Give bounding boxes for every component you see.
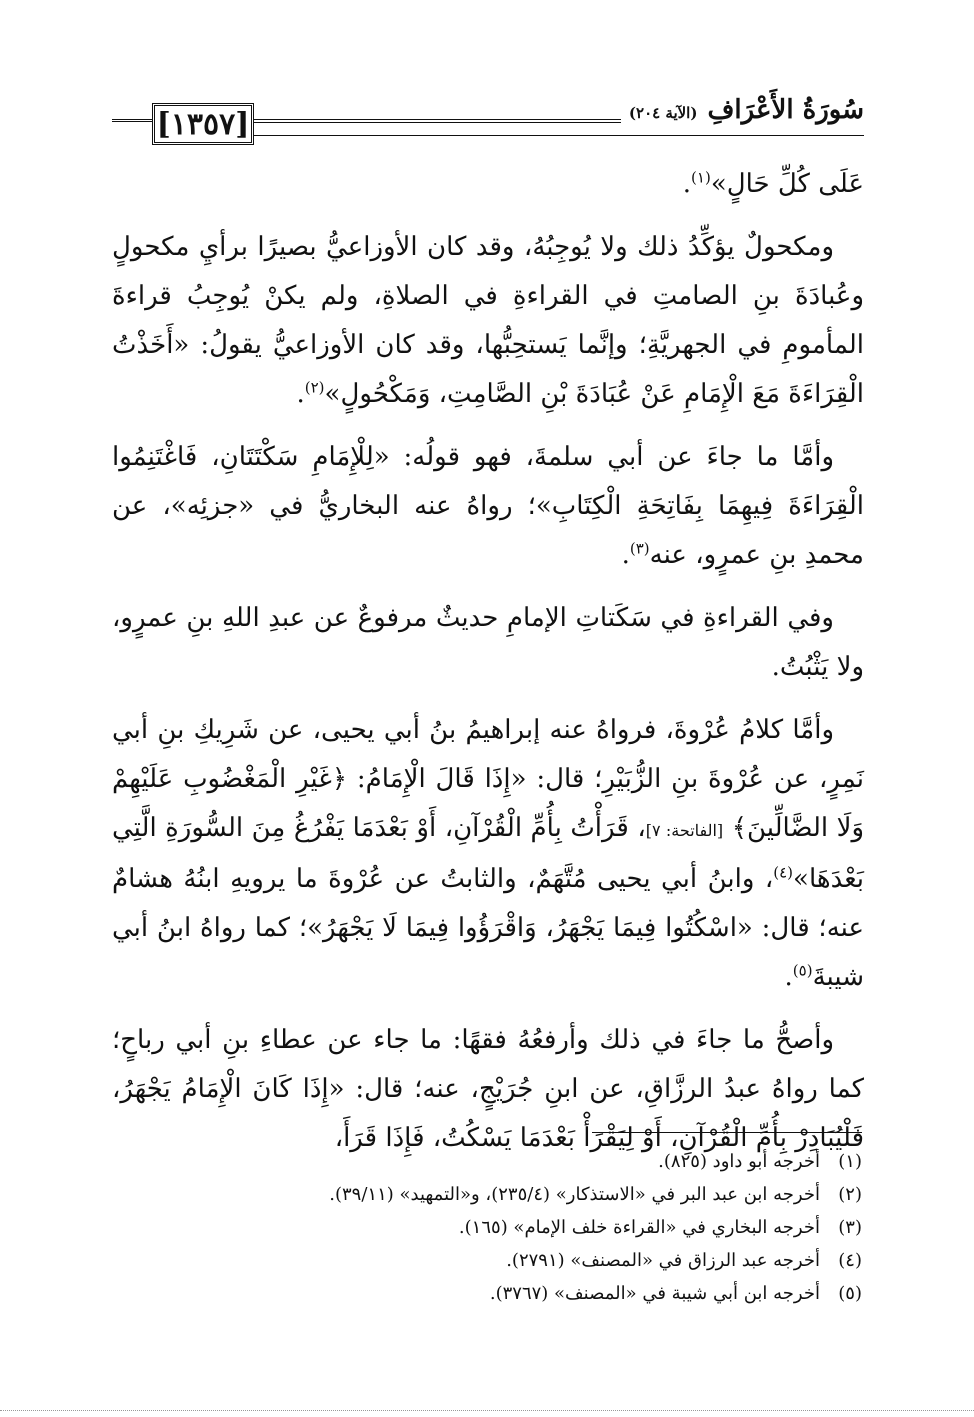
footnote-separator (592, 1132, 862, 1133)
paragraph-1: عَلَى كُلِّ حَالٍ»$^{(١)}$. (682, 168, 864, 199)
running-head (621, 95, 864, 125)
paragraph-4: وفي القراءةِ في سَكَتاتِ الإمامِ حديثٌ مرفوعٌ عن عبدِ اللهِ بنِ عمرٍو، ولا يَثْبُتُ. (112, 603, 864, 682)
header-rule-left (112, 119, 152, 122)
bottom-dotted-rule (0, 1410, 974, 1411)
ayah-reference: (الآية ٢٠٤) (628, 104, 698, 122)
header-rule-thin (248, 135, 864, 136)
paragraph-5: وأمَّا كلامُ عُرْوةَ، فرواهُ عنه إبراهيمُ بنُ أبي يحيى، عن شَرِيكِ بنِ أبي نَمِرٍ، عن عُرْوةَ بنِ الزُّبَيْرِ؛ قال: «إِذَا قَالَ الْإِمَامُ: ﴿غَيْرِ الْمَغْضُوبِ عَلَيْهِمْ وَلَا الضَّالِّينَ﴾ [الفاتحة: ٧]، قَرَأْتُ بِأُمِّ الْقُرْآنِ، أَوْ بَعْدَمَا يَفْرُغُ مِنَ السُّورَةِ الَّتِي بَعْدَهَا»$^{(٤)}$، وابنُ أبي يحيى مُتَّهَمٌ، والثابتُ عن عُرْوةَ ما يرويهِ ابنُهُ هشامٌ عنه؛ قال: «اسْكُتُوا فِيمَا يَجْهَرُ، وَاقْرَؤُوا فِيمَا لَا يَجْهَرُ»؛ كما رواهُ ابنُ أبي شيبةَ$^{(٥)}$. (112, 715, 865, 992)
footnote-ref-2: (٢) (304, 378, 325, 397)
paragraph-6: وأصحُّ ما جاءَ في ذلك وأرفعُهُ فقهًا: ما جاء عن عطاءِ بنِ أبي رباحٍ؛ كما رواهُ عبدُ الرزَّاقِ، عن ابنِ جُرَيْجٍ، عنه؛ قال: «إِذَا كَانَ الْإِمَامُ يَجْهَرُ، فَلْيُبَادِرْ بِأُمِّ الْقُرْآنِ، أَوْ لِيَقْرَأْ بَعْدَمَا يَسْكُتُ، فَإِذَا قَرَأَ، (112, 1025, 864, 1153)
footnote-item: (٥) أخرجه ابن أبي شيبة في «المصنف» (٣٧٦٧). (489, 1283, 862, 1304)
paragraph-3: وأمَّا ما جاءَ عن أبي سلمةَ، فهو قولُه: «لِلْإِمَامِ سَكْتَتَانِ، فَاغْتَنِمُوا الْقِرَاءَةَ فِيهِمَا بِفَاتِحَةِ الْكِتَابِ»؛ رواهُ عنه البخاريُّ في «جزئِه»، عن محمدِ بنِ عمرٍو، عنه$^{(٣)}$. (112, 442, 864, 570)
footnote-ref-5: (٥) (792, 961, 813, 980)
page-number: [١٣٥٧] (152, 103, 254, 145)
footnote-ref-3: (٣) (629, 539, 650, 558)
footnote-item: (٢) أخرجه ابن عبد البر في «الاستذكار» (٢٣٥/٤)، و«التمهيد» (٣٩/١١). (329, 1184, 862, 1205)
footnote-item: (١) أخرجه أبو داود (٨٢٥). (658, 1151, 862, 1172)
page-header (112, 95, 864, 145)
quran-reference: [الفاتحة: ٧] (645, 821, 724, 840)
paragraph-2: ومكحولٌ يؤكِّدُ ذلك ولا يُوجِبُهُ، وقد كان الأوزاعيُّ بصيرًا برأيِ مكحولٍ وعُبادَةَ بنِ الصامتِ في القراءةِ في الصلاةِ، ولم يكنْ يُوجِبُ قراءةَ المأمومِ في الجهريَّةِ؛ وإنَّما يَستحِبُّها، وقد كان الأوزاعيُّ يقولُ: «أَخَذْتُ الْقِرَاءَةَ مَعَ الْإِمَامِ عَنْ عُبَادَةَ بْنِ الصَّامِتِ، وَمَكْحُولٍ»$^{(٢)}$. (112, 232, 864, 409)
footnote-item: (٣) أخرجه البخاري في «القراءة خلف الإمام» (١٦٥). (458, 1217, 862, 1238)
footnotes (110, 1145, 862, 1310)
footnote-item: (٤) أخرجه عبد الرزاق في «المصنف» (٢٧٩١). (506, 1250, 862, 1271)
footnote-ref-1: (١) (691, 168, 711, 187)
main-text (112, 160, 864, 1163)
footnote-ref-4: (٤) (773, 863, 794, 882)
surah-title: سُورَةُ الأَعْرَافِ (707, 95, 864, 125)
